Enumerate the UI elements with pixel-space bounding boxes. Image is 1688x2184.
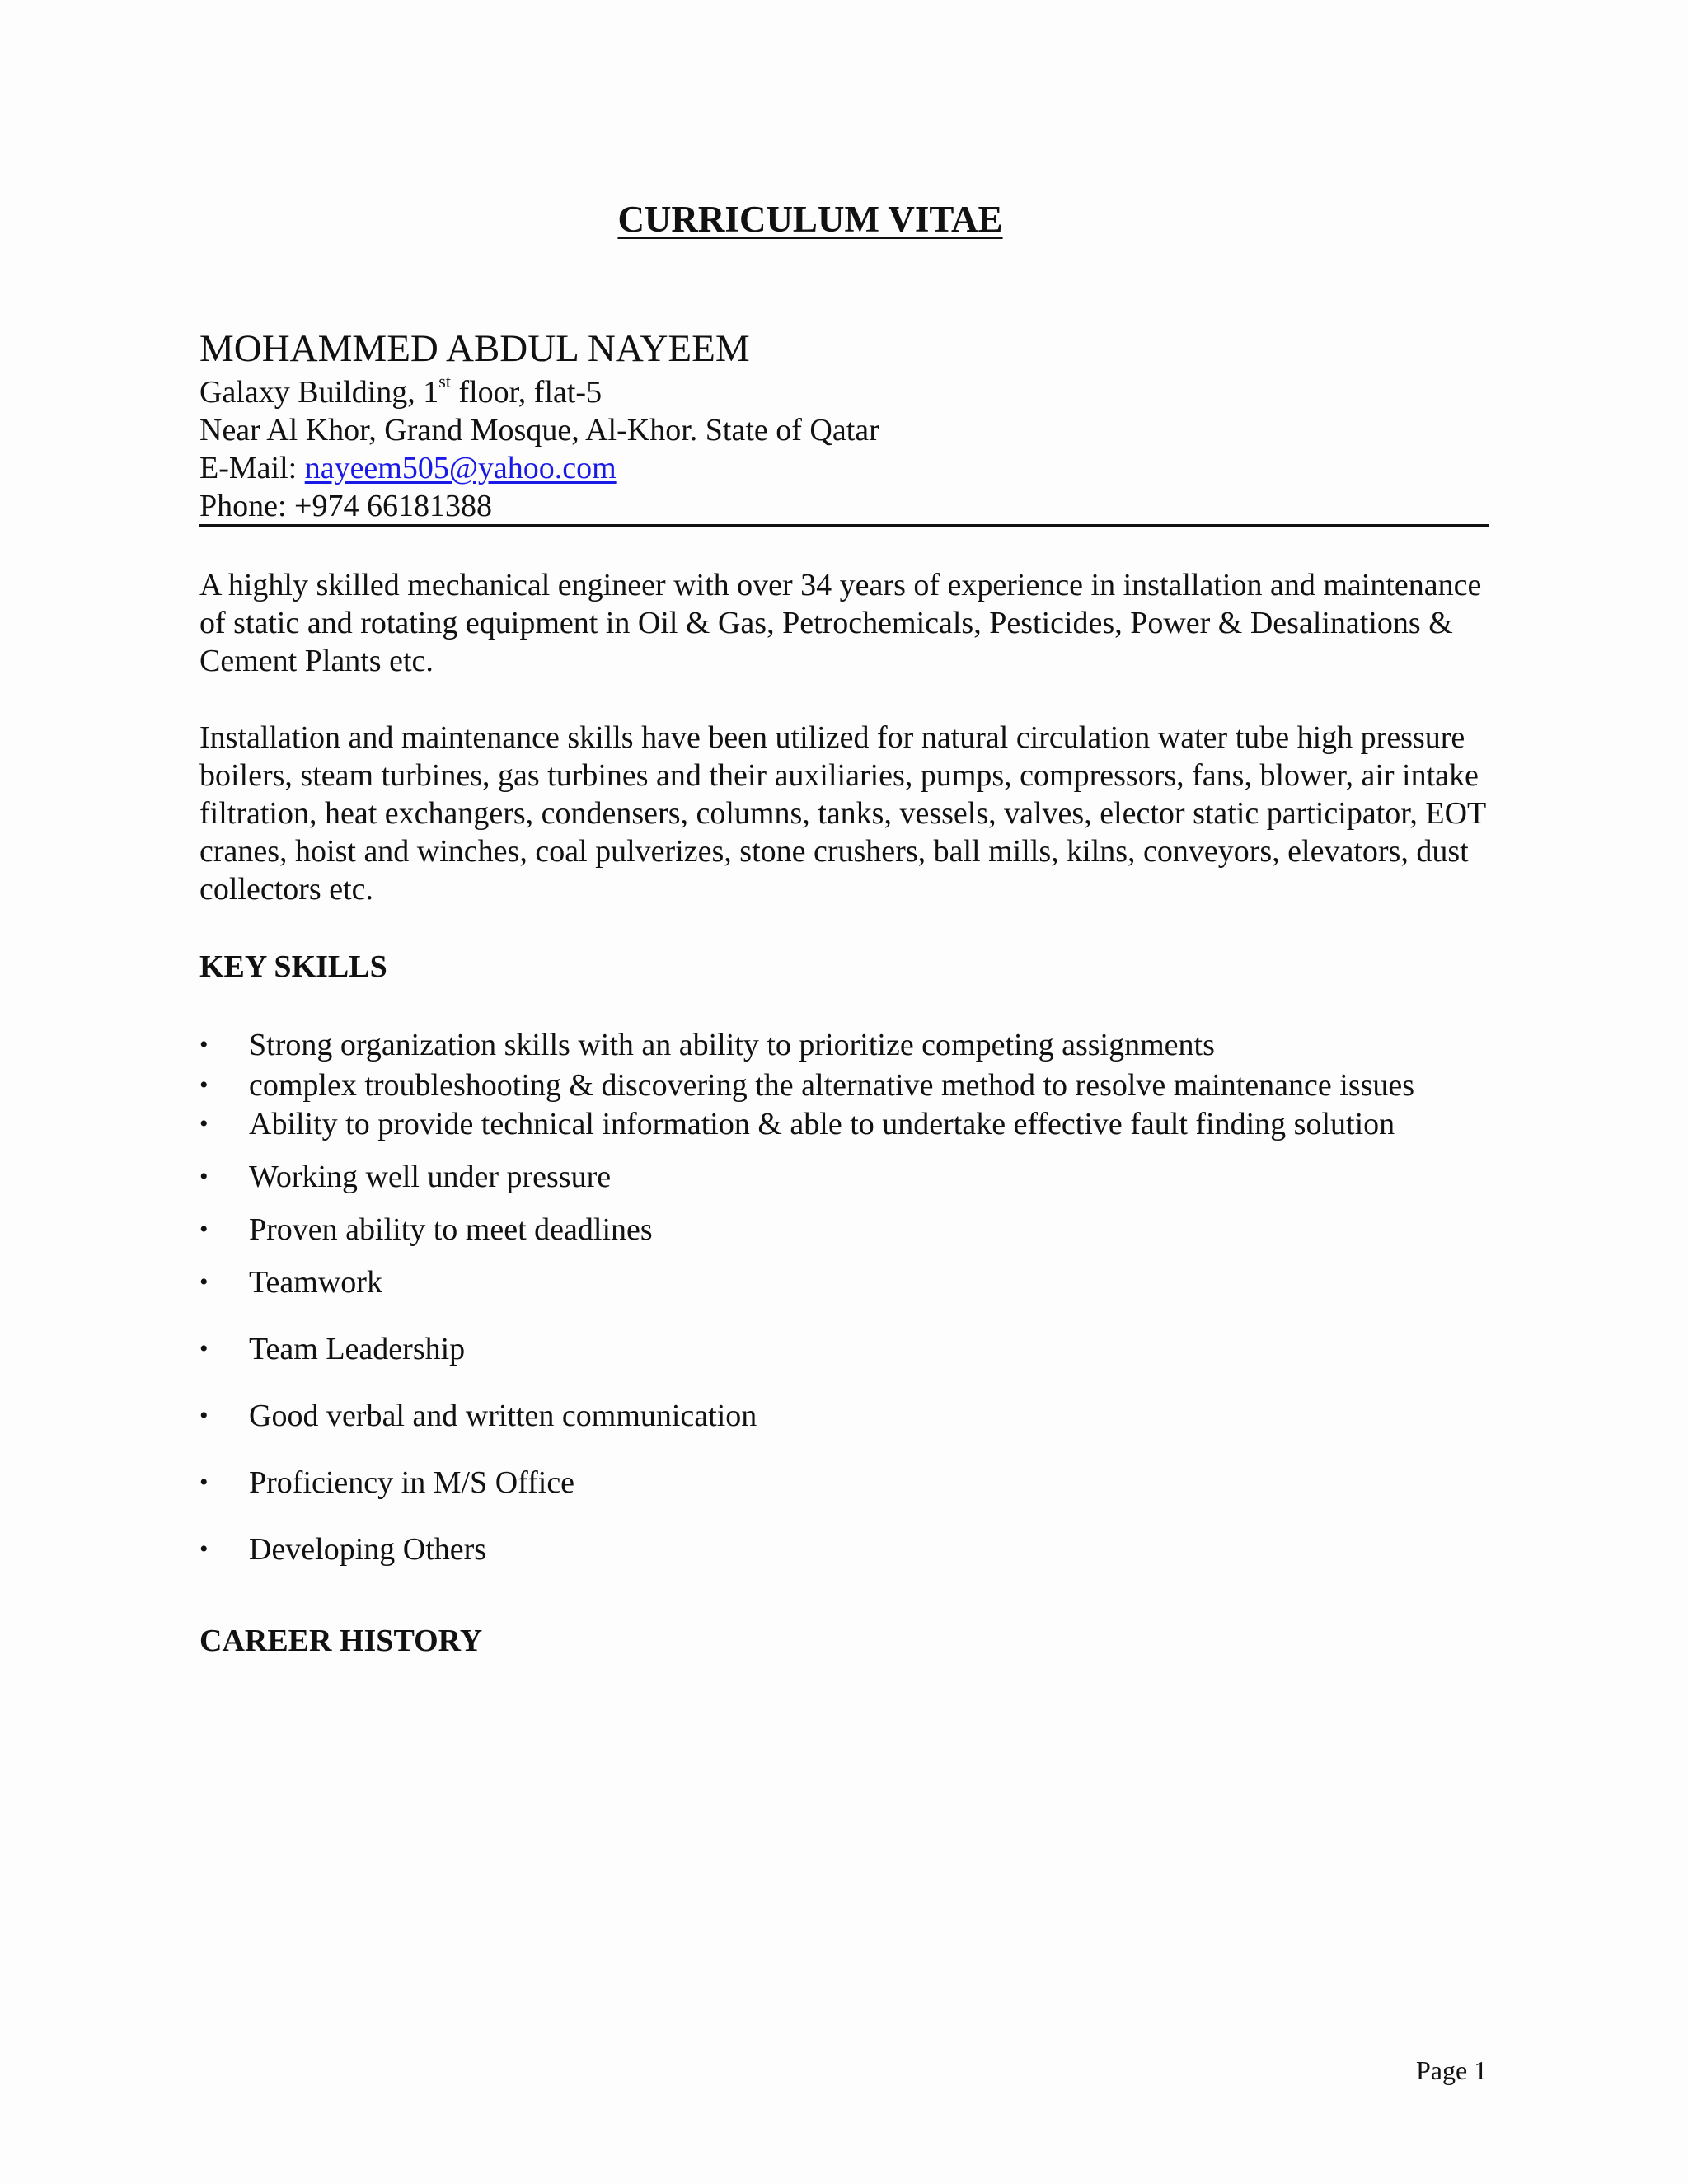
skill-text: Proven ability to meet deadlines bbox=[249, 1212, 653, 1247]
bullet-icon: • bbox=[199, 1268, 209, 1296]
skill-text: Good verbal and written communication bbox=[249, 1399, 757, 1433]
bullet-icon: • bbox=[199, 1216, 209, 1243]
phone-line: Phone: +974 66181388 bbox=[199, 489, 492, 523]
skill-text: complex troubleshooting & discovering the alternative method to resolve maintenance issues bbox=[249, 1068, 1415, 1103]
skill-text: Team Leadership bbox=[249, 1332, 466, 1366]
address-line-1 bbox=[199, 373, 1489, 411]
skill-text: Strong organization skills with an ability to prioritize competing assignments bbox=[249, 1028, 1215, 1062]
bullet-icon: • bbox=[199, 1469, 209, 1496]
summary-paragraph-1: A highly skilled mechanical engineer with over 34 years of experience in installation and maintenance of static and rotating equipment in Oil & Gas, Petrochemicals, Pesticides, Power & Desalinations & Cement Plants etc. bbox=[199, 568, 1482, 678]
bullet-icon: • bbox=[199, 1535, 209, 1563]
bullet-icon: • bbox=[199, 1335, 209, 1362]
address-line-1-superscript: st bbox=[438, 371, 451, 391]
key-skills-heading: KEY SKILLS bbox=[199, 949, 387, 984]
skill-text: Proficiency in M/S Office bbox=[249, 1465, 575, 1500]
page-number: Page 1 bbox=[1416, 2055, 1488, 2085]
skill-text: Teamwork bbox=[249, 1265, 382, 1300]
email-link[interactable]: nayeem505@yahoo.com bbox=[304, 451, 617, 485]
document-title: CURRICULUM VITAE bbox=[617, 199, 1003, 240]
skill-text: Ability to provide technical information & able to undertake effective fault finding solution bbox=[249, 1107, 1395, 1141]
address-line-2: Near Al Khor, Grand Mosque, Al-Khor. State of Qatar bbox=[199, 413, 879, 448]
address-line-1-start: Galaxy Building, 1 bbox=[199, 375, 439, 410]
bullet-icon: • bbox=[199, 1163, 209, 1190]
contact-header bbox=[199, 324, 1489, 525]
bullet-icon: • bbox=[199, 1402, 209, 1429]
address-line-1-end: floor, flat-5 bbox=[450, 375, 603, 410]
candidate-name: MOHAMMED ABDUL NAYEEM bbox=[199, 327, 750, 370]
summary-paragraph-2: Installation and maintenance skills have been utilized for natural circulation water tube high pressure boilers, steam turbines, gas turbines and their auxiliaries, pumps, compressors, fans, blower, air intake filtration, heat exchangers, condensers, columns, tanks, vessels, valves, elector static participator, EOT cranes, hoist and winches, coal pulverizes, stone crushers, ball mills, kilns, conveyors, elevators, dust collectors etc. bbox=[199, 720, 1486, 907]
bullet-icon: • bbox=[199, 1031, 209, 1058]
bullet-icon: • bbox=[199, 1071, 209, 1099]
career-history-heading: CAREER HISTORY bbox=[199, 1624, 483, 1658]
email-line bbox=[199, 449, 1489, 487]
bullet-icon: • bbox=[199, 1110, 209, 1137]
header-divider bbox=[199, 524, 1489, 527]
skill-text: Working well under pressure bbox=[249, 1160, 612, 1194]
email-label: E-Mail: bbox=[199, 451, 305, 485]
skill-text: Developing Others bbox=[249, 1532, 487, 1567]
